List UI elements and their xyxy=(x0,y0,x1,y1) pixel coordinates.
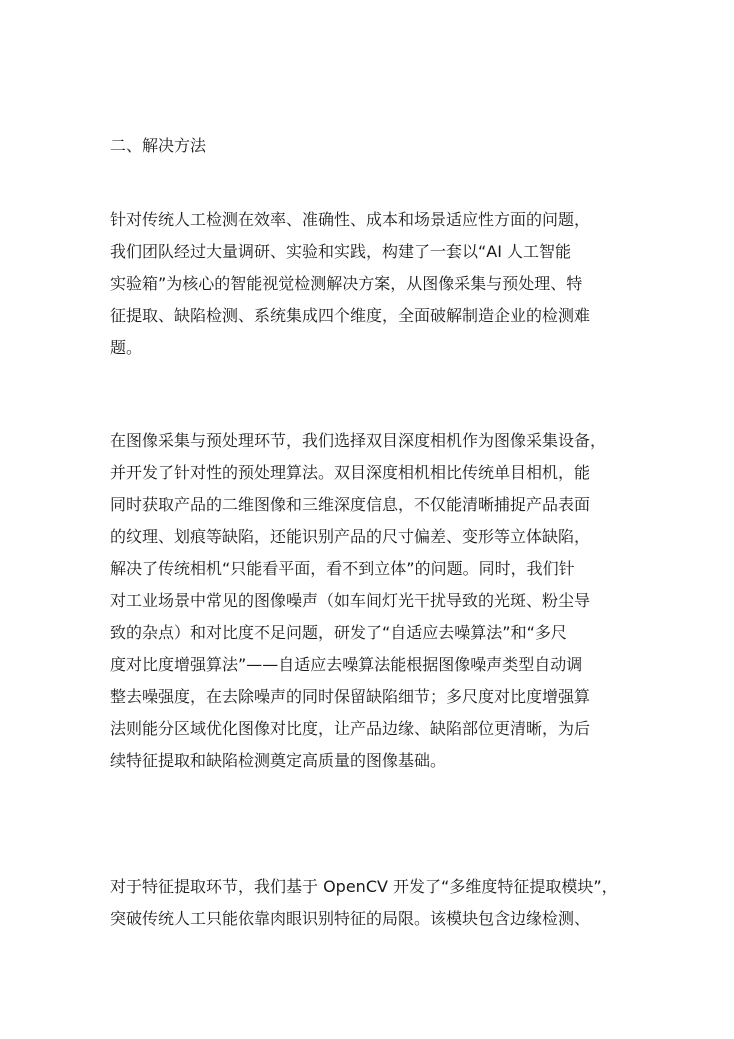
text-line: 突破传统人工只能依靠肉眼识别特征的局限。该模块包含边缘检测、 xyxy=(110,909,591,928)
text-line: 解决了传统相机“只能看平面，看不到立体”的问题。同时，我们针 xyxy=(110,559,575,578)
text-line: 整去噪强度，在去除噪声的同时保留缺陷细节；多尺度对比度增强算 xyxy=(110,687,591,706)
text-line: 征提取、缺陷检测、系统集成四个维度，全面破解制造企业的检测难 xyxy=(110,306,591,325)
text-line: 对于特征提取环节，我们基于 OpenCV 开发了“多维度特征提取模块”， xyxy=(110,877,618,896)
text-line: 实验箱”为核心的智能视觉检测解决方案，从图像采集与预处理、特 xyxy=(110,274,583,293)
paragraph-solution-overview xyxy=(110,204,630,364)
paragraph-image-acquisition xyxy=(110,425,630,777)
text-line: 法则能分区域优化图像对比度，让产品边缘、缺陷部位更清晰，为后 xyxy=(110,719,591,738)
text-line: 题。 xyxy=(110,338,143,357)
paragraph-feature-extraction xyxy=(110,871,630,935)
text-line: 同时获取产品的二维图像和三维深度信息，不仅能清晰捕捉产品表面 xyxy=(110,495,591,514)
text-line: 致的杂点）和对比度不足问题，研发了“自适应去噪算法”和“多尺 xyxy=(110,623,567,642)
text-line: 针对传统人工检测在效率、准确性、成本和场景适应性方面的问题， xyxy=(110,210,591,229)
text-line: 度对比度增强算法”——自适应去噪算法能根据图像噪声类型自动调 xyxy=(110,655,583,674)
text-line: 并开发了针对性的预处理算法。双目深度相机相比传统单目相机，能 xyxy=(110,463,591,482)
text-line: 我们团队经过大量调研、实验和实践，构建了一套以“AI 人工智能 xyxy=(110,242,572,261)
text-line: 在图像采集与预处理环节，我们选择双目深度相机作为图像采集设备， xyxy=(110,431,607,450)
text-line: 续特征提取和缺陷检测奠定高质量的图像基础。 xyxy=(110,751,447,770)
section-heading: 二、解决方法 xyxy=(110,136,207,155)
text-line: 的纹理、划痕等缺陷，还能识别产品的尺寸偏差、变形等立体缺陷， xyxy=(110,527,591,546)
text-line: 对工业场景中常见的图像噪声（如车间灯光干扰导致的光斑、粉尘导 xyxy=(110,591,591,610)
